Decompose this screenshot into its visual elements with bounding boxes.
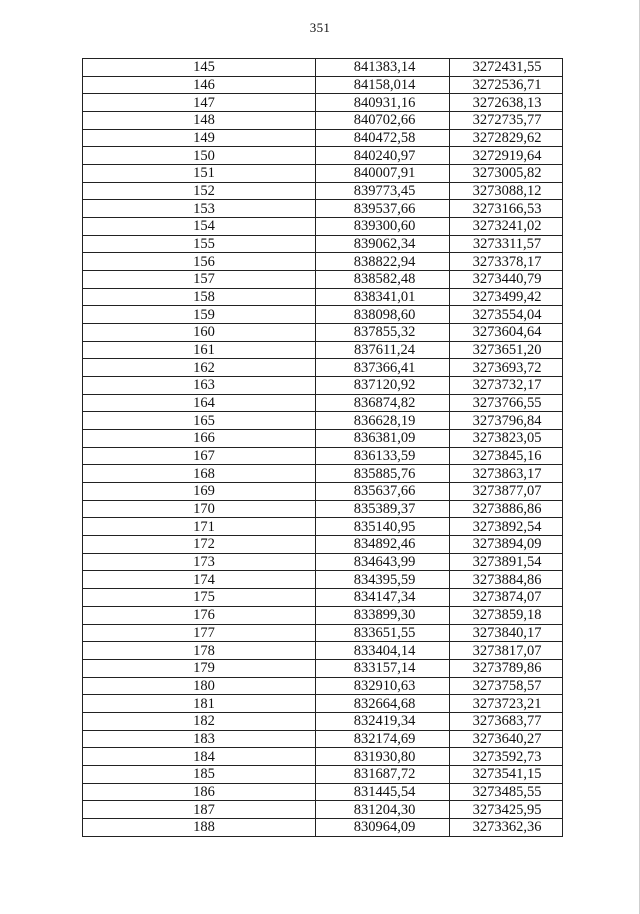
point-number-cell: 153 [83, 200, 316, 218]
point-number-cell: 166 [83, 430, 316, 448]
table-row [83, 571, 563, 589]
x-coordinate-cell: 830964,09 [316, 818, 450, 836]
x-coordinate-cell: 834395,59 [316, 571, 450, 589]
y-coordinate-cell: 3273088,12 [450, 182, 563, 200]
x-coordinate-cell: 831930,80 [316, 748, 450, 766]
y-coordinate-cell: 3272919,64 [450, 147, 563, 165]
table-row [83, 642, 563, 660]
x-coordinate-cell: 835885,76 [316, 465, 450, 483]
x-coordinate-cell: 832664,68 [316, 695, 450, 713]
x-coordinate-cell: 833157,14 [316, 659, 450, 677]
point-number-cell: 149 [83, 129, 316, 147]
x-coordinate-cell: 840702,66 [316, 112, 450, 130]
x-coordinate-cell: 839537,66 [316, 200, 450, 218]
point-number-cell: 165 [83, 412, 316, 430]
y-coordinate-cell: 3273840,17 [450, 624, 563, 642]
y-coordinate-cell: 3273378,17 [450, 253, 563, 271]
x-coordinate-cell: 837366,41 [316, 359, 450, 377]
x-coordinate-cell: 838341,01 [316, 288, 450, 306]
point-number-cell: 169 [83, 483, 316, 501]
point-number-cell: 151 [83, 165, 316, 183]
x-coordinate-cell: 833404,14 [316, 642, 450, 660]
x-coordinate-cell: 837120,92 [316, 377, 450, 395]
x-coordinate-cell: 840472,58 [316, 129, 450, 147]
x-coordinate-cell: 835637,66 [316, 483, 450, 501]
table-row [83, 447, 563, 465]
point-number-cell: 177 [83, 624, 316, 642]
table-row [83, 359, 563, 377]
table-row [83, 659, 563, 677]
point-number-cell: 188 [83, 818, 316, 836]
point-number-cell: 173 [83, 553, 316, 571]
coordinates-table [82, 58, 563, 837]
y-coordinate-cell: 3273541,15 [450, 765, 563, 783]
y-coordinate-cell: 3273796,84 [450, 412, 563, 430]
x-coordinate-cell: 831445,54 [316, 783, 450, 801]
point-number-cell: 154 [83, 218, 316, 236]
table-row [83, 306, 563, 324]
y-coordinate-cell: 3272735,77 [450, 112, 563, 130]
y-coordinate-cell: 3273789,86 [450, 659, 563, 677]
x-coordinate-cell: 840007,91 [316, 165, 450, 183]
y-coordinate-cell: 3273693,72 [450, 359, 563, 377]
y-coordinate-cell: 3273758,57 [450, 677, 563, 695]
y-coordinate-cell: 3273604,64 [450, 324, 563, 342]
y-coordinate-cell: 3273884,86 [450, 571, 563, 589]
point-number-cell: 156 [83, 253, 316, 271]
point-number-cell: 172 [83, 536, 316, 554]
y-coordinate-cell: 3273485,55 [450, 783, 563, 801]
table-row [83, 112, 563, 130]
point-number-cell: 162 [83, 359, 316, 377]
coordinates-table-body [83, 59, 563, 837]
x-coordinate-cell: 836381,09 [316, 430, 450, 448]
point-number-cell: 155 [83, 235, 316, 253]
y-coordinate-cell: 3272431,55 [450, 59, 563, 77]
table-row [83, 200, 563, 218]
point-number-cell: 157 [83, 271, 316, 289]
x-coordinate-cell: 84158,014 [316, 76, 450, 94]
y-coordinate-cell: 3273241,02 [450, 218, 563, 236]
table-row [83, 147, 563, 165]
table-row [83, 748, 563, 766]
x-coordinate-cell: 832419,34 [316, 712, 450, 730]
point-number-cell: 184 [83, 748, 316, 766]
table-row [83, 730, 563, 748]
y-coordinate-cell: 3273005,82 [450, 165, 563, 183]
table-row [83, 412, 563, 430]
y-coordinate-cell: 3273877,07 [450, 483, 563, 501]
point-number-cell: 146 [83, 76, 316, 94]
y-coordinate-cell: 3273859,18 [450, 606, 563, 624]
table-row [83, 483, 563, 501]
table-row [83, 218, 563, 236]
y-coordinate-cell: 3273362,36 [450, 818, 563, 836]
x-coordinate-cell: 831687,72 [316, 765, 450, 783]
table-row [83, 377, 563, 395]
y-coordinate-cell: 3273891,54 [450, 553, 563, 571]
table-row [83, 324, 563, 342]
point-number-cell: 176 [83, 606, 316, 624]
table-row [83, 518, 563, 536]
table-row [83, 288, 563, 306]
y-coordinate-cell: 3273440,79 [450, 271, 563, 289]
table-row [83, 783, 563, 801]
table-row [83, 59, 563, 77]
point-number-cell: 150 [83, 147, 316, 165]
y-coordinate-cell: 3273651,20 [450, 341, 563, 359]
y-coordinate-cell: 3273592,73 [450, 748, 563, 766]
table-row [83, 394, 563, 412]
point-number-cell: 168 [83, 465, 316, 483]
x-coordinate-cell: 837855,32 [316, 324, 450, 342]
x-coordinate-cell: 835389,37 [316, 500, 450, 518]
point-number-cell: 164 [83, 394, 316, 412]
y-coordinate-cell: 3272638,13 [450, 94, 563, 112]
point-number-cell: 186 [83, 783, 316, 801]
table-row [83, 235, 563, 253]
y-coordinate-cell: 3273683,77 [450, 712, 563, 730]
table-row [83, 712, 563, 730]
x-coordinate-cell: 838098,60 [316, 306, 450, 324]
point-number-cell: 183 [83, 730, 316, 748]
table-row [83, 553, 563, 571]
table-row [83, 165, 563, 183]
point-number-cell: 180 [83, 677, 316, 695]
y-coordinate-cell: 3273499,42 [450, 288, 563, 306]
x-coordinate-cell: 836133,59 [316, 447, 450, 465]
x-coordinate-cell: 839300,60 [316, 218, 450, 236]
x-coordinate-cell: 835140,95 [316, 518, 450, 536]
table-row [83, 94, 563, 112]
x-coordinate-cell: 833651,55 [316, 624, 450, 642]
x-coordinate-cell: 839773,45 [316, 182, 450, 200]
y-coordinate-cell: 3273863,17 [450, 465, 563, 483]
page-number: 351 [309, 20, 331, 35]
table-row [83, 624, 563, 642]
x-coordinate-cell: 834147,34 [316, 589, 450, 607]
x-coordinate-cell: 840931,16 [316, 94, 450, 112]
x-coordinate-cell: 840240,97 [316, 147, 450, 165]
table-row [83, 182, 563, 200]
y-coordinate-cell: 3273823,05 [450, 430, 563, 448]
x-coordinate-cell: 837611,24 [316, 341, 450, 359]
table-row [83, 818, 563, 836]
table-row [83, 341, 563, 359]
table-row [83, 253, 563, 271]
y-coordinate-cell: 3272536,71 [450, 76, 563, 94]
point-number-cell: 185 [83, 765, 316, 783]
table-row [83, 76, 563, 94]
y-coordinate-cell: 3273874,07 [450, 589, 563, 607]
y-coordinate-cell: 3273894,09 [450, 536, 563, 554]
point-number-cell: 181 [83, 695, 316, 713]
table-row [83, 465, 563, 483]
table-row [83, 500, 563, 518]
x-coordinate-cell: 834892,46 [316, 536, 450, 554]
x-coordinate-cell: 838822,94 [316, 253, 450, 271]
point-number-cell: 152 [83, 182, 316, 200]
point-number-cell: 174 [83, 571, 316, 589]
y-coordinate-cell: 3273311,57 [450, 235, 563, 253]
table-row [83, 801, 563, 819]
x-coordinate-cell: 836628,19 [316, 412, 450, 430]
point-number-cell: 161 [83, 341, 316, 359]
x-coordinate-cell: 831204,30 [316, 801, 450, 819]
x-coordinate-cell: 836874,82 [316, 394, 450, 412]
table-row [83, 765, 563, 783]
table-row [83, 589, 563, 607]
point-number-cell: 158 [83, 288, 316, 306]
point-number-cell: 148 [83, 112, 316, 130]
point-number-cell: 187 [83, 801, 316, 819]
point-number-cell: 160 [83, 324, 316, 342]
point-number-cell: 182 [83, 712, 316, 730]
point-number-cell: 147 [83, 94, 316, 112]
table-row [83, 536, 563, 554]
point-number-cell: 175 [83, 589, 316, 607]
point-number-cell: 167 [83, 447, 316, 465]
y-coordinate-cell: 3273166,53 [450, 200, 563, 218]
y-coordinate-cell: 3272829,62 [450, 129, 563, 147]
table-row [83, 677, 563, 695]
x-coordinate-cell: 833899,30 [316, 606, 450, 624]
table-row [83, 129, 563, 147]
y-coordinate-cell: 3273892,54 [450, 518, 563, 536]
point-number-cell: 179 [83, 659, 316, 677]
x-coordinate-cell: 841383,14 [316, 59, 450, 77]
x-coordinate-cell: 832910,63 [316, 677, 450, 695]
y-coordinate-cell: 3273732,17 [450, 377, 563, 395]
x-coordinate-cell: 839062,34 [316, 235, 450, 253]
y-coordinate-cell: 3273425,95 [450, 801, 563, 819]
point-number-cell: 163 [83, 377, 316, 395]
x-coordinate-cell: 832174,69 [316, 730, 450, 748]
table-row [83, 271, 563, 289]
y-coordinate-cell: 3273766,55 [450, 394, 563, 412]
y-coordinate-cell: 3273554,04 [450, 306, 563, 324]
y-coordinate-cell: 3273640,27 [450, 730, 563, 748]
point-number-cell: 178 [83, 642, 316, 660]
y-coordinate-cell: 3273817,07 [450, 642, 563, 660]
point-number-cell: 145 [83, 59, 316, 77]
point-number-cell: 171 [83, 518, 316, 536]
y-coordinate-cell: 3273723,21 [450, 695, 563, 713]
table-row [83, 606, 563, 624]
y-coordinate-cell: 3273886,86 [450, 500, 563, 518]
table-row [83, 430, 563, 448]
table-row [83, 695, 563, 713]
y-coordinate-cell: 3273845,16 [450, 447, 563, 465]
x-coordinate-cell: 834643,99 [316, 553, 450, 571]
point-number-cell: 159 [83, 306, 316, 324]
point-number-cell: 170 [83, 500, 316, 518]
x-coordinate-cell: 838582,48 [316, 271, 450, 289]
